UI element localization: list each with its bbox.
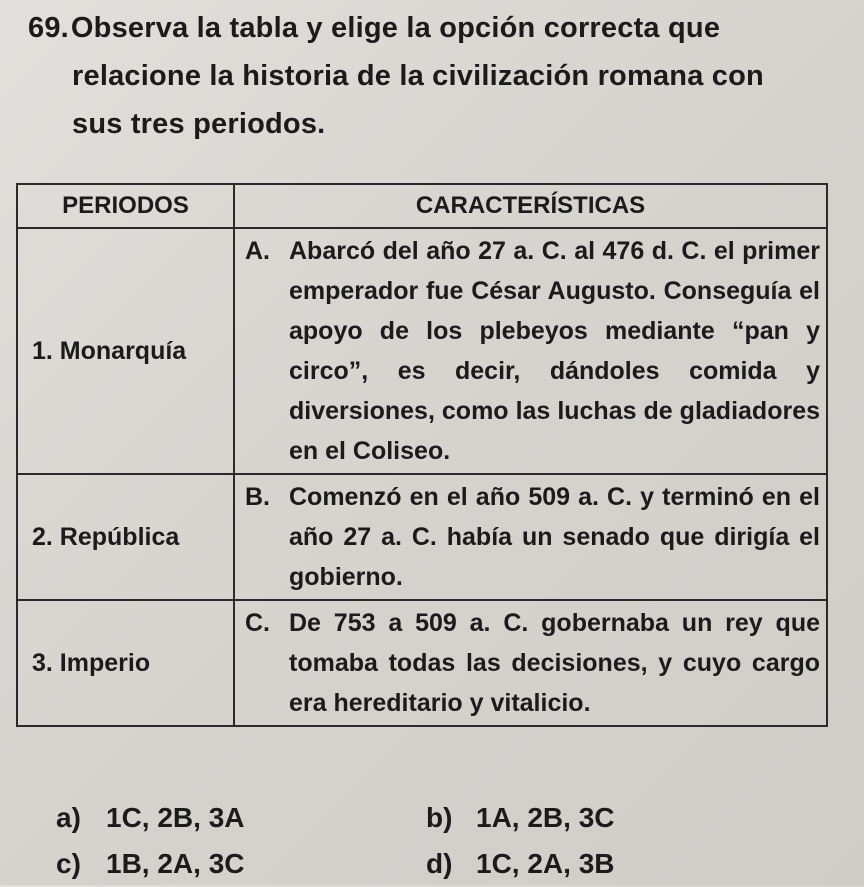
periods-table bbox=[16, 183, 828, 727]
description-cell bbox=[234, 474, 827, 600]
question-text-line3: sus tres periodos. bbox=[72, 108, 326, 140]
table-row bbox=[17, 228, 827, 474]
header-periods: PERIODOS bbox=[17, 184, 234, 228]
description-letter: B. bbox=[245, 483, 270, 511]
question-prompt bbox=[28, 4, 838, 148]
option-letter: b) bbox=[426, 802, 453, 833]
description-text: Abarcó del año 27 a. C. al 476 d. C. el primer emperador fue César Augusto. Conseguía el apoyo de los plebeyos mediante “pan y circo”, es decir, dándoles comida y diversiones, como las luchas de gladiadores en el Coliseo. bbox=[289, 237, 820, 465]
period-cell: 2. República bbox=[17, 474, 234, 600]
options-row bbox=[56, 795, 836, 841]
option-letter: d) bbox=[426, 848, 453, 879]
description-cell bbox=[234, 228, 827, 474]
option-letter: a) bbox=[56, 802, 81, 833]
periods-table-container bbox=[16, 183, 826, 727]
description-letter: C. bbox=[245, 609, 270, 637]
question-text-line1: Observa la tabla y elige la opción correcta que bbox=[70, 12, 721, 44]
period-cell: 1. Monarquía bbox=[17, 228, 234, 474]
option-letter: c) bbox=[56, 848, 81, 879]
option-a[interactable] bbox=[56, 802, 426, 834]
option-text: 1C, 2B, 3A bbox=[106, 802, 245, 833]
option-text: 1B, 2A, 3C bbox=[106, 848, 245, 879]
question-number: 69. bbox=[28, 12, 69, 44]
table-row bbox=[17, 600, 827, 726]
option-text: 1A, 2B, 3C bbox=[476, 802, 615, 833]
description-text: De 753 a 509 a. C. gobernaba un rey que tomaba todas las decisiones, y cuyo cargo era hereditario y vitalicio. bbox=[289, 609, 820, 717]
answer-options bbox=[56, 795, 836, 887]
table-row bbox=[17, 474, 827, 600]
question-text-line2: relacione la historia de la civilización romana con bbox=[72, 60, 764, 92]
description-letter: A. bbox=[245, 237, 270, 265]
description-text: Comenzó en el año 509 a. C. y terminó en el año 27 a. C. había un senado que dirigía el gobierno. bbox=[289, 483, 820, 591]
option-c[interactable] bbox=[56, 848, 426, 880]
option-d[interactable] bbox=[426, 848, 796, 880]
option-b[interactable] bbox=[426, 802, 796, 834]
table-header-row bbox=[17, 184, 827, 228]
options-row bbox=[56, 841, 836, 887]
option-text: 1C, 2A, 3B bbox=[476, 848, 615, 879]
header-characteristics: CARACTERÍSTICAS bbox=[234, 184, 827, 228]
description-cell bbox=[234, 600, 827, 726]
period-cell: 3. Imperio bbox=[17, 600, 234, 726]
